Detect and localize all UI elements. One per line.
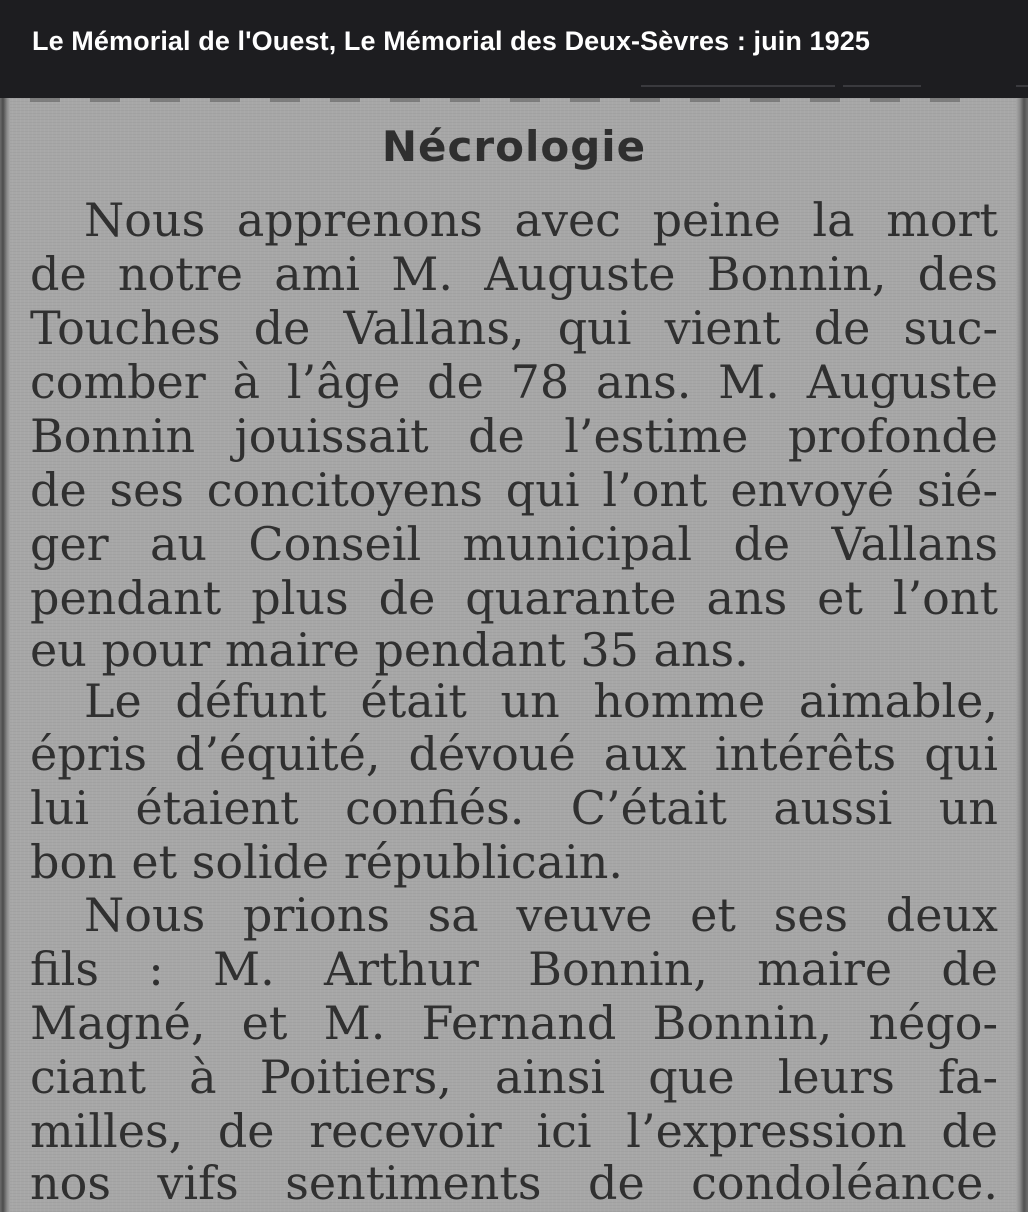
article-line: de notre ami M. Auguste Bonnin, des <box>30 247 998 301</box>
article-line: Touches de Vallans, qui vient de suc- <box>30 301 998 355</box>
article-line: eu pour maire pendant 35 ans. <box>30 623 749 677</box>
article-line: ger au Conseil municipal de Vallans <box>30 517 998 571</box>
article-line: épris d’équité, dévoué aux intérêts qui <box>30 727 998 781</box>
article-line: ciant à Poitiers, ainsi que leurs fa- <box>30 1050 998 1104</box>
article-line: pendant plus de quarante ans et l’ont <box>30 571 998 625</box>
article-line: milles, de recevoir ici l’expression de <box>30 1104 998 1158</box>
article-heading: Nécrologie <box>381 122 647 171</box>
article-line: fils : M. Arthur Bonnin, maire de <box>30 942 998 996</box>
column-rule-left <box>0 98 10 1212</box>
article-line: comber à l’âge de 78 ans. M. Auguste <box>30 355 998 409</box>
article-line: Le défunt était un homme aimable, <box>84 674 998 728</box>
cut-text-fragment <box>30 98 990 102</box>
newspaper-clipping <box>0 98 1028 1212</box>
article-line: bon et solide républicain. <box>30 835 624 889</box>
article-line: nos vifs sentiments de condoléance. <box>30 1156 998 1210</box>
title-bar <box>0 0 1028 98</box>
header-divider <box>641 85 835 87</box>
document-title: Le Mémorial de l'Ouest, Le Mémorial des Deux-Sèvres : juin 1925 <box>32 26 871 56</box>
column-rule-right <box>1016 98 1028 1212</box>
article-line: Magné, et M. Fernand Bonnin, négo- <box>30 996 998 1050</box>
article-line: lui étaient confiés. C’était aussi un <box>30 781 998 835</box>
header-divider <box>843 85 921 87</box>
article-line: de ses concitoyens qui l’ont envoyé sié- <box>30 463 998 517</box>
header-divider <box>1016 85 1028 87</box>
article-line: Nous apprenons avec peine la mort <box>84 193 998 247</box>
article-line: Nous prions sa veuve et ses deux <box>84 888 998 942</box>
article-line: Bonnin jouissait de l’estime profonde <box>30 409 998 463</box>
